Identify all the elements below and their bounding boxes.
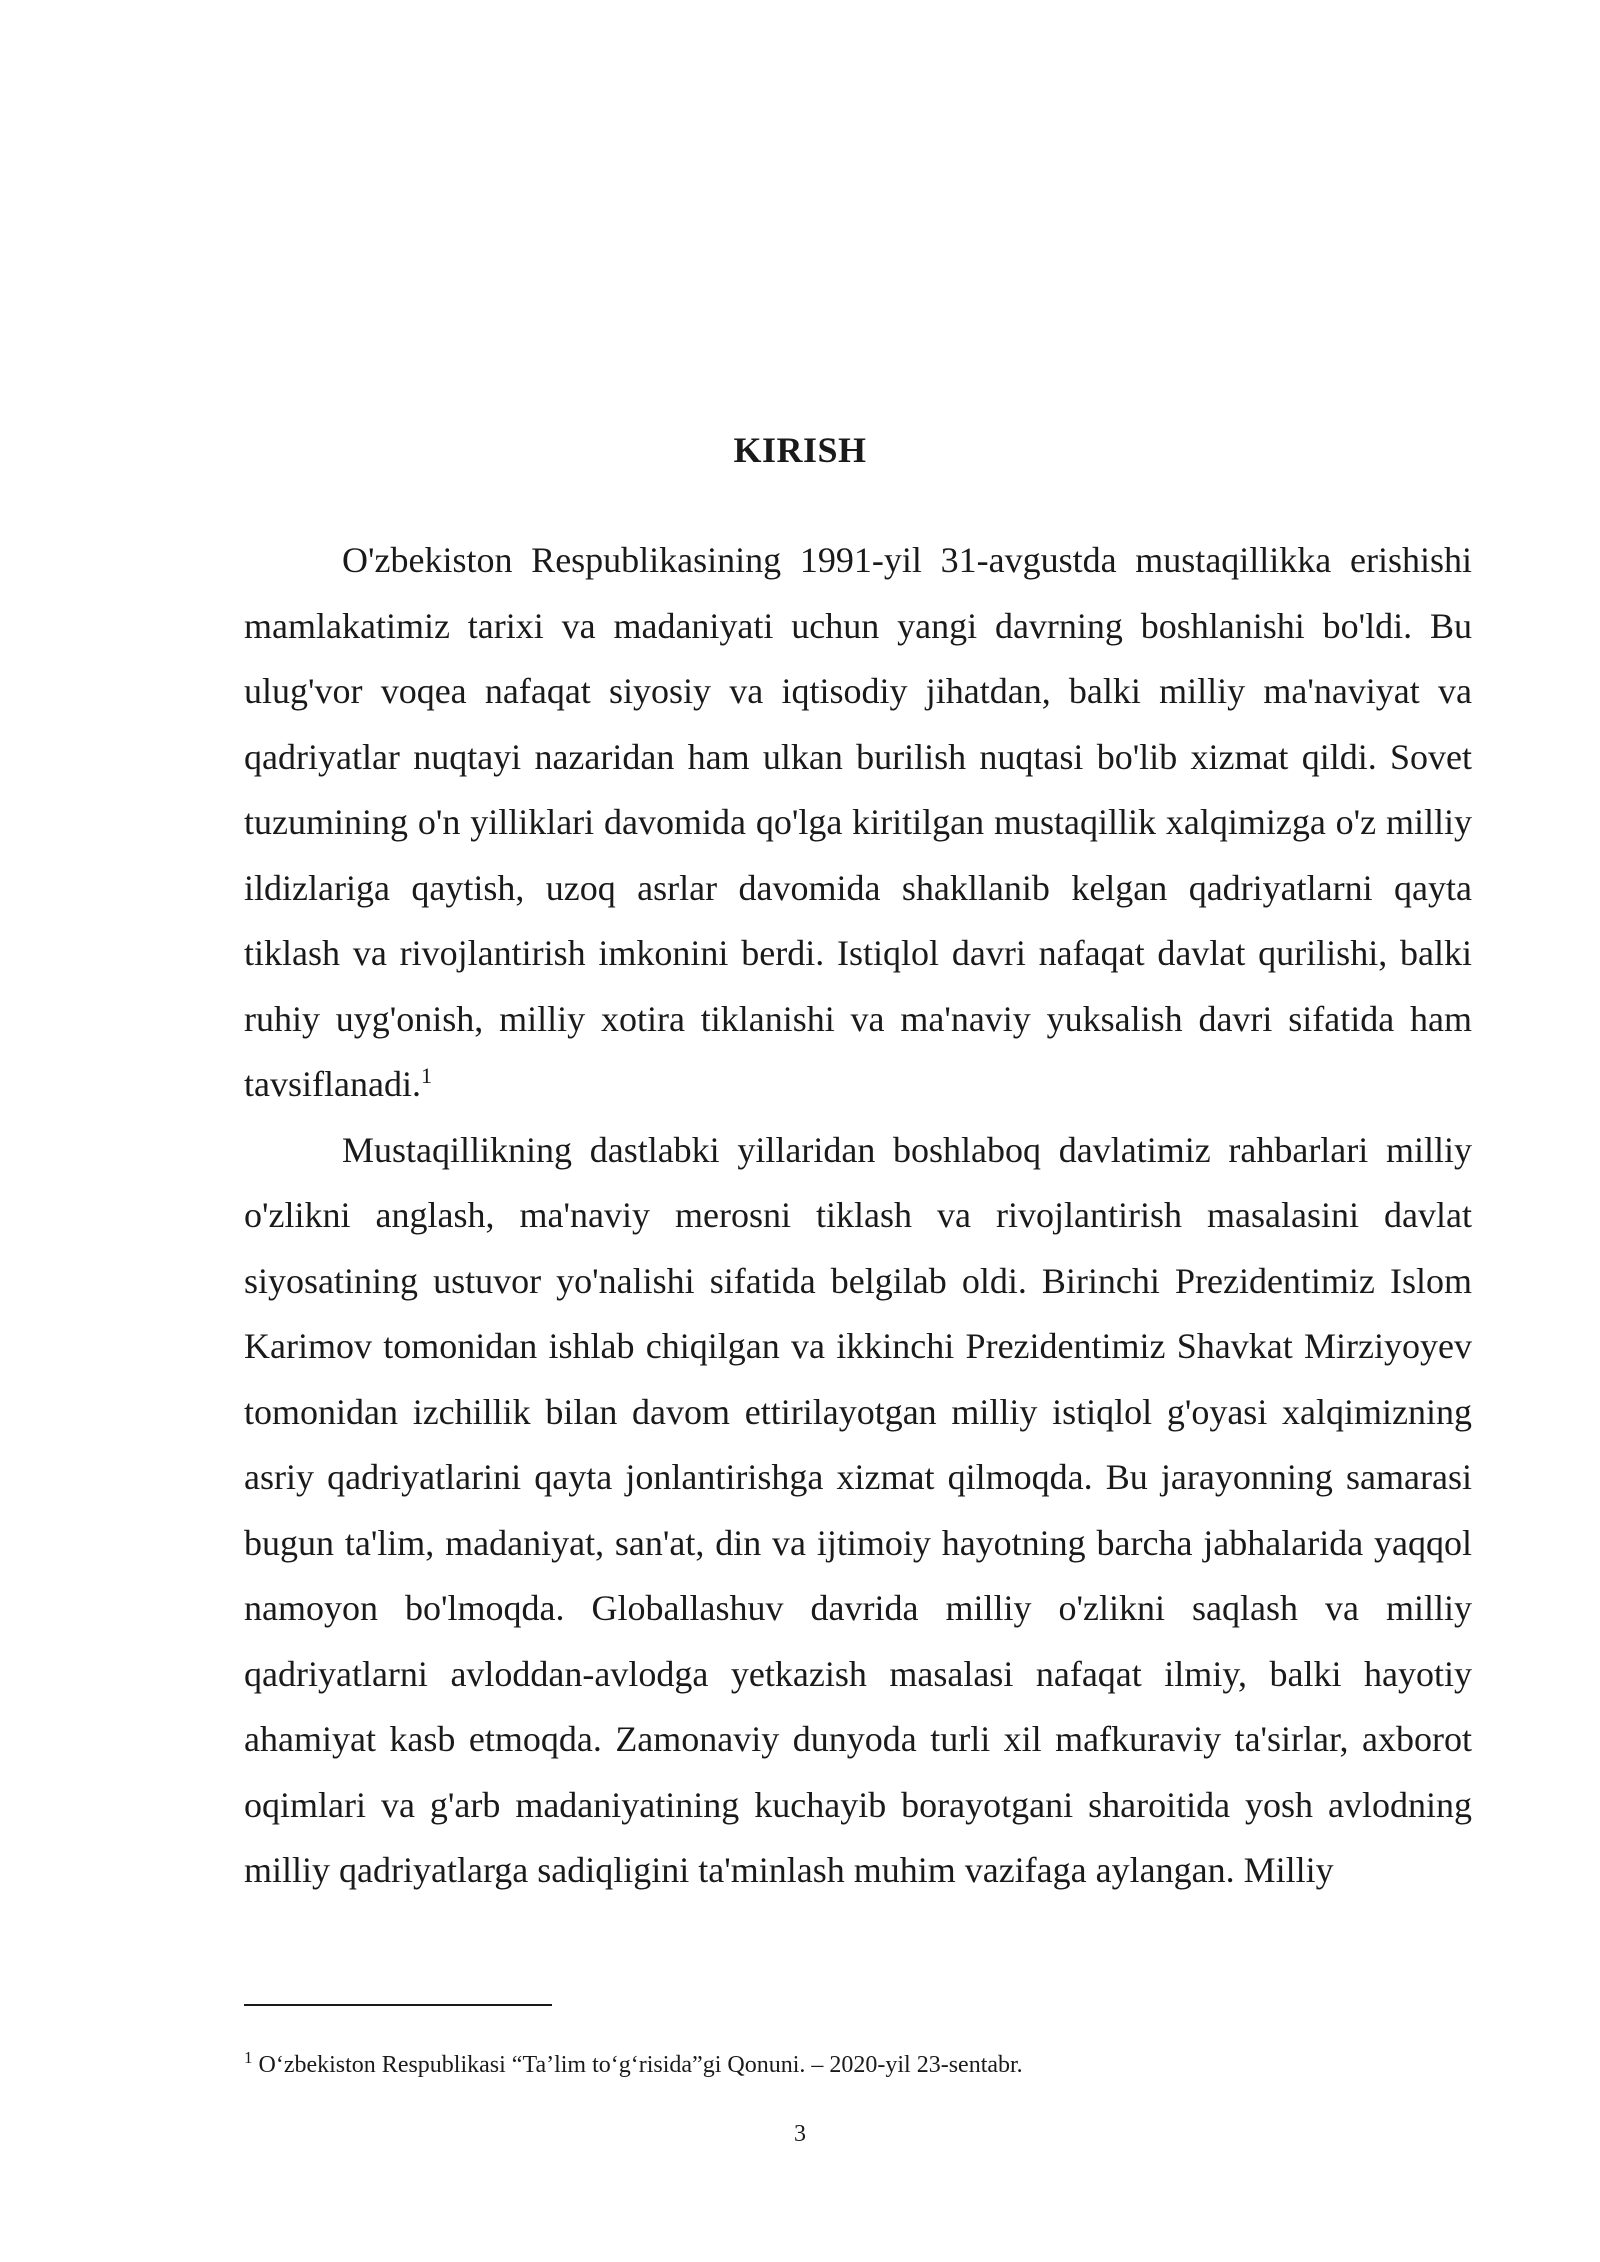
footnote-reference: 1 (420, 1063, 432, 1088)
footnote-mark: 1 (244, 2048, 253, 2067)
page-number: 3 (794, 2121, 806, 2147)
paragraph-1-text: O'zbekiston Respublikasining 1991-yil 31-avgustda mustaqillikka erishishi mamlakatimiz tarixi va madaniyati uchun yangi davrning boshlanishi bo'ldi. Bu ulug'vor voqea nafaqat siyosiy va iqtisodiy jihatdan, balki milliy ma'naviyat va qadriyatlar nuqtayi nazaridan ham ulkan burilish nuqtasi bo'lib xizmat qildi. Sovet tuzumining o'n yilliklari davomida qo'lga kiritilgan mustaqillik xalqimizga o'z milliy ildizlariga qaytish, uzoq asrlar davomida shakllanib kelgan qadriyatlarni qayta tiklash va rivojlantirish imkonini berdi. Istiqlol davri nafaqat davlat qurilishi, balki ruhiy uyg'onish, milliy xotira tiklanishi va ma'naviy yuksalish davri sifatida ham tavsiflanadi. (244, 540, 1472, 1104)
footnote (244, 2048, 1472, 2082)
paragraph-2-text: Mustaqillikning dastlabki yillaridan boshlaboq davlatimiz rahbarlari milliy o'zlikni anglash, ma'naviy merosni tiklash va rivojlantirish masalasini davlat siyosatining ustuvor yo'nalishi sifatida belgilab oldi. Birinchi Prezidentimiz Islom Karimov tomonidan ishlab chiqilgan va ikkinchi Prezidentimiz Shavkat Mirziyoyev tomonidan izchillik bilan davom ettirilayotgan milliy istiqlol g'oyasi xalqimizning asriy qadriyatlarini qayta jonlantirishga xizmat qilmoqda. Bu jarayonning samarasi bugun ta'lim, madaniyat, san'at, din va ijtimoiy hayotning barcha jabhalarida yaqqol namoyon bo'lmoqda. Globallashuv davrida milliy o'zlikni saqlash va milliy qadriyatlarni avloddan-avlodga yetkazish masalasi nafaqat ilmiy, balki hayotiy ahamiyat kasb etmoqda. Zamonaviy dunyoda turli xil mafkuraviy ta'sirlar, axborot oqimlari va g'arb madaniyatining kuchayib borayotgani sharoitida yosh avlodning milliy qadriyatlarga sadiqligini ta'minlash muhim vazifaga aylangan. Milliy (244, 1129, 1472, 1890)
footnote-separator (244, 2004, 552, 2006)
paragraph-1 (244, 528, 1472, 1118)
footnote-text: O‘zbekiston Respublikasi “Ta’lim to‘g‘risida”gi Qonuni. – 2020-yil 23-sentabr. (258, 2052, 1023, 2078)
section-heading: KIRISH (733, 430, 867, 470)
paragraph-2 (244, 1118, 1472, 1904)
body-text (244, 528, 1472, 1904)
